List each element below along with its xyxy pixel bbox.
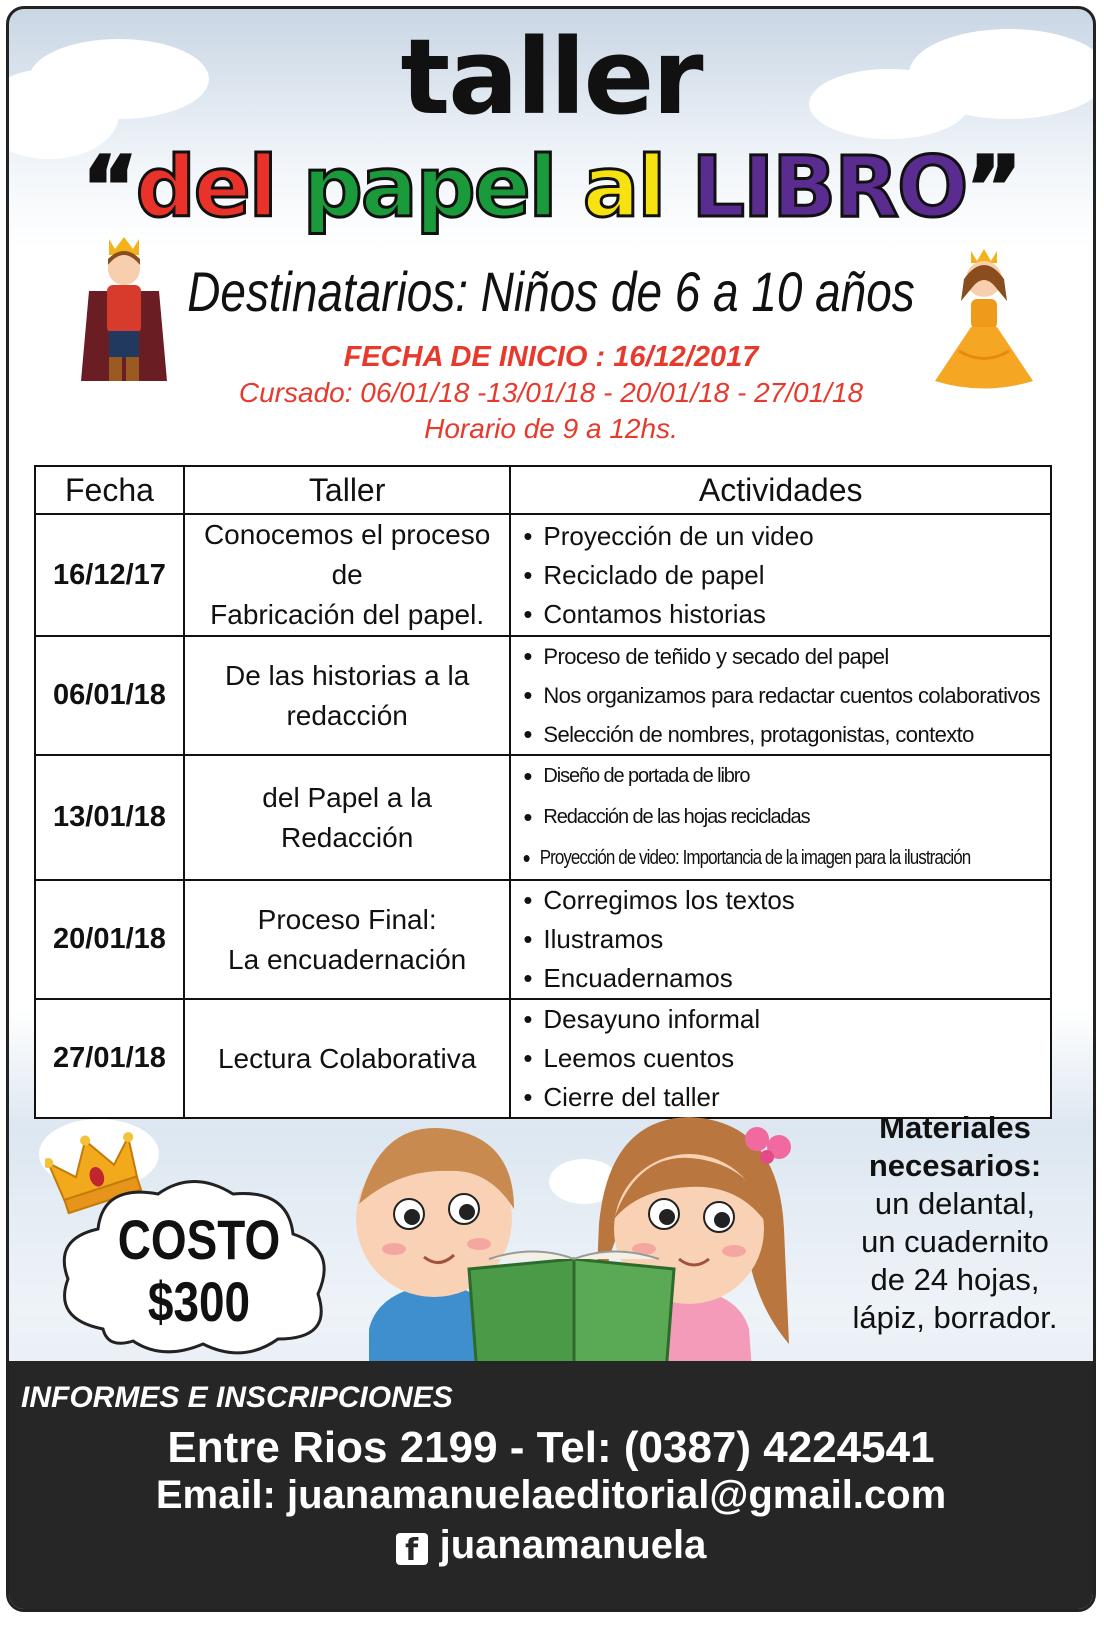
taller-line: redacción [286, 699, 408, 731]
title-word-papel: papel [302, 138, 556, 236]
activity-item: • Diseño de portada de libro [521, 756, 1050, 797]
activity-item: • Corregimos los textos [521, 881, 1050, 920]
costo-value: $300 [147, 1270, 251, 1333]
material-item: un delantal, [874, 1186, 1036, 1221]
taller-line: Proceso Final: [257, 903, 437, 935]
cell-fecha: 16/12/17 [35, 514, 184, 636]
children-reading-illustration [339, 1109, 809, 1399]
cell-actividades [510, 514, 1051, 636]
table-header-row [35, 466, 1051, 514]
activity-item: • Redacción de las hojas recicladas [521, 797, 1050, 838]
taller-line: La encuadernación [228, 943, 467, 975]
cell-taller [184, 755, 511, 880]
cell-fecha: 06/01/18 [35, 636, 184, 755]
activity-item: • Cierre del taller [521, 1078, 1050, 1117]
cell-taller [184, 514, 511, 636]
footer [9, 1361, 1093, 1612]
activity-item: • Encuadernamos [521, 959, 1050, 998]
fecha-inicio: FECHA DE INICIO : 16/12/2017 [343, 341, 759, 373]
facebook-icon: f [396, 1533, 428, 1565]
material-item: de 24 hojas, [870, 1262, 1040, 1297]
activity-item: • Contamos historias [521, 595, 1050, 634]
title-word-del: del [135, 138, 276, 236]
title-del-papel-al-libro [9, 137, 1093, 237]
cursado-dates: Cursado: 06/01/18 -13/01/18 - 20/01/18 - 27/01/18 [238, 377, 864, 408]
taller-line: del Papel a la [262, 781, 432, 813]
activity-item: • Ilustramos [521, 920, 1050, 959]
close-quote: ” [966, 138, 1020, 236]
table-row [35, 514, 1051, 636]
taller-line: De las historias a la [224, 659, 470, 691]
header-actividades: Actividades [510, 466, 1051, 514]
activity-item: • Reciclado de papel [521, 556, 1050, 595]
cell-taller [184, 880, 511, 999]
title-taller: taller [400, 16, 702, 138]
cell-fecha: 27/01/18 [35, 999, 184, 1118]
cell-fecha: 13/01/18 [35, 755, 184, 880]
cell-actividades [510, 880, 1051, 999]
cell-taller [184, 999, 511, 1118]
header-taller: Taller [184, 466, 511, 514]
footer-email: Email: juanamanuelaeditorial@gmail.com [155, 1473, 947, 1517]
cell-fecha: 20/01/18 [35, 880, 184, 999]
cell-actividades [510, 755, 1051, 880]
taller-line: Conocemos el proceso de [203, 519, 491, 590]
footer-facebook [9, 1523, 1093, 1568]
table-row [35, 636, 1051, 755]
horario: Horario de 9 a 12hs. [424, 413, 678, 444]
activity-item: • Proyección de video: Importancia de la imagen para la ilustración [521, 838, 970, 879]
activity-item: • Desayuno informal [521, 1000, 1050, 1039]
activity-item: • Nos organizamos para redactar cuentos colaborativos [521, 676, 1050, 715]
taller-line: Redacción [280, 821, 414, 853]
material-item: un cuadernito [861, 1224, 1049, 1259]
facebook-handle: juanamanuela [439, 1523, 707, 1567]
footer-heading: INFORMES E INSCRIPCIONES [21, 1381, 453, 1414]
costo-label: COSTO [117, 1208, 281, 1271]
open-quote: “ [82, 138, 136, 236]
poster [6, 6, 1096, 1612]
materiales-section [835, 1109, 1075, 1337]
materiales-title: Materiales [879, 1110, 1031, 1145]
activity-item: • Proyección de un video [521, 517, 1050, 556]
footer-address: Entre Rios 2199 - Tel: (0387) 4224541 [167, 1423, 935, 1472]
header-fecha: Fecha [35, 466, 184, 514]
taller-line: Lectura Colaborativa [217, 1042, 477, 1074]
taller-line: Fabricación del papel. [210, 599, 485, 630]
material-item: lápiz, borrador. [852, 1300, 1058, 1335]
materiales-title: necesarios: [868, 1148, 1042, 1183]
costo-badge [117, 1209, 281, 1333]
table-row [35, 880, 1051, 999]
table-row [35, 999, 1051, 1118]
title-word-al: al [582, 138, 665, 236]
destinatarios: Destinatarios: Niños de 6 a 10 años [187, 260, 915, 323]
activity-item: • Proceso de teñido y secado del papel [521, 637, 1050, 676]
schedule-table [34, 465, 1052, 1119]
cell-taller [184, 636, 511, 755]
title-word-libro: LIBRO [691, 138, 967, 236]
cell-actividades [510, 636, 1051, 755]
cell-actividades [510, 999, 1051, 1118]
activity-item: • Selección de nombres, protagonistas, contexto [521, 715, 1050, 754]
activity-item: • Leemos cuentos [521, 1039, 1050, 1078]
table-row [35, 755, 1051, 880]
